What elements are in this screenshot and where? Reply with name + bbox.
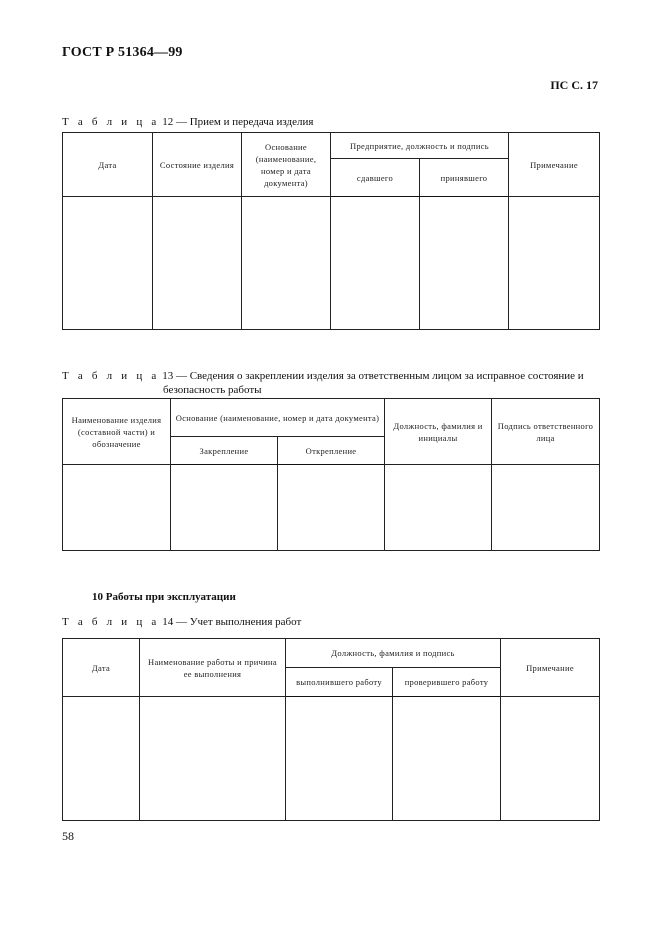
- table14-header-note: Примечание: [501, 639, 600, 697]
- section-heading: 10 Работы при эксплуатации: [92, 591, 236, 603]
- table14-cell: [286, 697, 393, 821]
- table14-caption-label: Т а б л и ц а: [62, 616, 160, 628]
- table14-header-work: Наименование работы и причина ее выполнения: [140, 639, 286, 697]
- table13-caption-label: Т а б л и ц а: [62, 370, 160, 382]
- table12-cell: [331, 197, 420, 330]
- table12-header-handed: сдавшего: [331, 159, 420, 197]
- table12-header-note: Примечание: [509, 133, 600, 197]
- table14-cell: [501, 697, 600, 821]
- table14-row: [63, 697, 600, 821]
- table13-cell: [385, 465, 492, 551]
- page-tag: ПС С. 17: [550, 78, 598, 92]
- table14-header-position: Должность, фамилия и подпись: [286, 639, 501, 668]
- table14-cell: [63, 697, 140, 821]
- table12-cell: [509, 197, 600, 330]
- table13-header-position: Должность, фамилия и инициалы: [385, 399, 492, 465]
- table13-header-item-name: Наименование изделия (составной части) и обозначение: [63, 399, 171, 465]
- table14-header-date: Дата: [63, 639, 140, 697]
- table13-caption-line2: безопасность работы: [163, 384, 262, 396]
- table12-header-state: Состояние изделия: [153, 133, 242, 197]
- table14-caption-text: 14 — Учет выполнения работ: [162, 616, 302, 628]
- table13-header-basis: Основание (наименование, номер и дата документа): [171, 399, 385, 437]
- table12-header-received: принявшего: [420, 159, 509, 197]
- table13-caption-line1: 13 — Сведения о закреплении изделия за ответственным лицом за исправное состояние и: [162, 370, 584, 382]
- table13-cell: [278, 465, 385, 551]
- table13-header-unassign: Открепление: [278, 437, 385, 465]
- table12-cell: [242, 197, 331, 330]
- table13-cell: [63, 465, 171, 551]
- table12-cell: [420, 197, 509, 330]
- table12-cell: [63, 197, 153, 330]
- table12-header-date: Дата: [63, 133, 153, 197]
- table13-cell: [492, 465, 600, 551]
- table13-cell: [171, 465, 278, 551]
- table14-header-checker: проверившего работу: [393, 668, 501, 697]
- table14: [62, 638, 600, 821]
- table13-caption: [62, 369, 602, 397]
- table12-cell: [153, 197, 242, 330]
- table14-header-performer: выполнившего работу: [286, 668, 393, 697]
- table14-cell: [393, 697, 501, 821]
- table12-header-basis: Основание (наименование, номер и дата документа): [242, 133, 331, 197]
- table13: [62, 398, 600, 551]
- table13-header-signature: Подпись ответственного лица: [492, 399, 600, 465]
- document-id: ГОСТ Р 51364—99: [62, 45, 183, 60]
- table13-header-assign: Закрепление: [171, 437, 278, 465]
- table12-header-enterprise: Предприятие, должность и подпись: [331, 133, 509, 159]
- table14-caption: [62, 615, 301, 629]
- table14-cell: [140, 697, 286, 821]
- table12-caption: [62, 115, 313, 129]
- table13-row: [63, 465, 600, 551]
- table12: [62, 132, 600, 330]
- table12-caption-text: 12 — Прием и передача изделия: [162, 116, 314, 128]
- table12-row: [63, 197, 600, 330]
- table12-caption-label: Т а б л и ц а: [62, 116, 160, 128]
- page-number: 58: [62, 829, 74, 843]
